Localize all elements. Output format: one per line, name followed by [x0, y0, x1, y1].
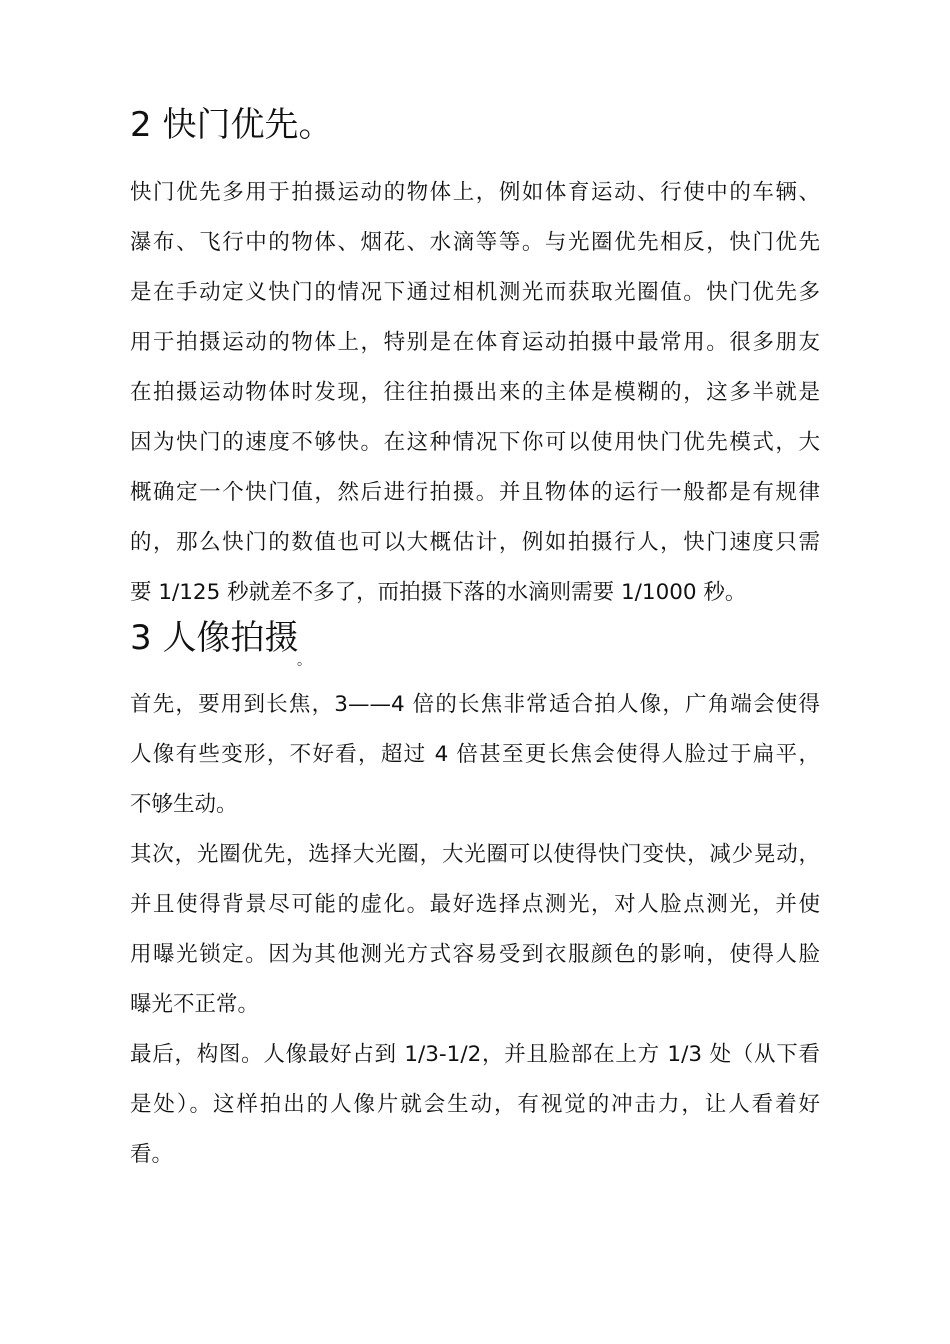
section-3-heading: 3 人像拍摄 — [130, 618, 299, 658]
paragraph-line: 在拍摄运动物体时发现，往往拍摄出来的主体是模糊的，这多半就是 — [130, 380, 820, 405]
paragraph-line: 人像有些变形，不好看，超过 4 倍甚至更长焦会使得人脸过于扁平， — [130, 742, 820, 767]
paragraph-line: 的，那么快门的数值也可以大概估计，例如拍摄行人，快门速度只需 — [130, 530, 820, 555]
paragraph-line: 并且使得背景尽可能的虚化。最好选择点测光，对人脸点测光，并使 — [130, 892, 820, 917]
paragraph-line: 其次，光圈优先，选择大光圈，大光圈可以使得快门变快，减少晃动， — [130, 842, 820, 867]
paragraph-line: 快门优先多用于拍摄运动的物体上，例如体育运动、行使中的车辆、 — [130, 180, 820, 205]
paragraph-line: 是处）。这样拍出的人像片就会生动，有视觉的冲击力，让人看着好 — [130, 1092, 820, 1117]
paragraph-line: 因为快门的速度不够快。在这种情况下你可以使用快门优先模式，大 — [130, 430, 820, 455]
paragraph-line: 概确定一个快门值，然后进行拍摄。并且物体的运行一般都是有规律 — [130, 480, 820, 505]
paragraph-line: 最后，构图。人像最好占到 1/3-1/2，并且脸部在上方 1/3 处（从下看 — [130, 1042, 820, 1067]
section-3-heading-mark: 。 — [297, 653, 311, 669]
section-2-heading: 2 快门优先。 — [130, 105, 333, 145]
paragraph-line: 用于拍摄运动的物体上，特别是在体育运动拍摄中最常用。很多朋友 — [130, 330, 820, 355]
section-3-paragraph-1 — [130, 680, 820, 830]
paragraph-line: 是在手动定义快门的情况下通过相机测光而获取光圈值。快门优先多 — [130, 280, 820, 305]
section-3-paragraph-2 — [130, 830, 820, 1030]
paragraph-line: 首先，要用到长焦，3——4 倍的长焦非常适合拍人像，广角端会使得 — [130, 692, 820, 717]
paragraph-line: 曝光不正常。 — [130, 992, 260, 1017]
paragraph-line: 瀑布、飞行中的物体、烟花、水滴等等。与光圈优先相反，快门优先 — [130, 230, 820, 255]
section-3-paragraph-3 — [130, 1030, 820, 1180]
paragraph-line: 不够生动。 — [130, 792, 238, 817]
paragraph-line: 用曝光锁定。因为其他测光方式容易受到衣服颜色的影响，使得人脸 — [130, 942, 820, 967]
section-2-paragraph — [130, 168, 820, 618]
paragraph-line: 要 1/125 秒就差不多了，而拍摄下落的水滴则需要 1/1000 秒。 — [130, 580, 747, 605]
paragraph-line: 看。 — [130, 1142, 174, 1167]
